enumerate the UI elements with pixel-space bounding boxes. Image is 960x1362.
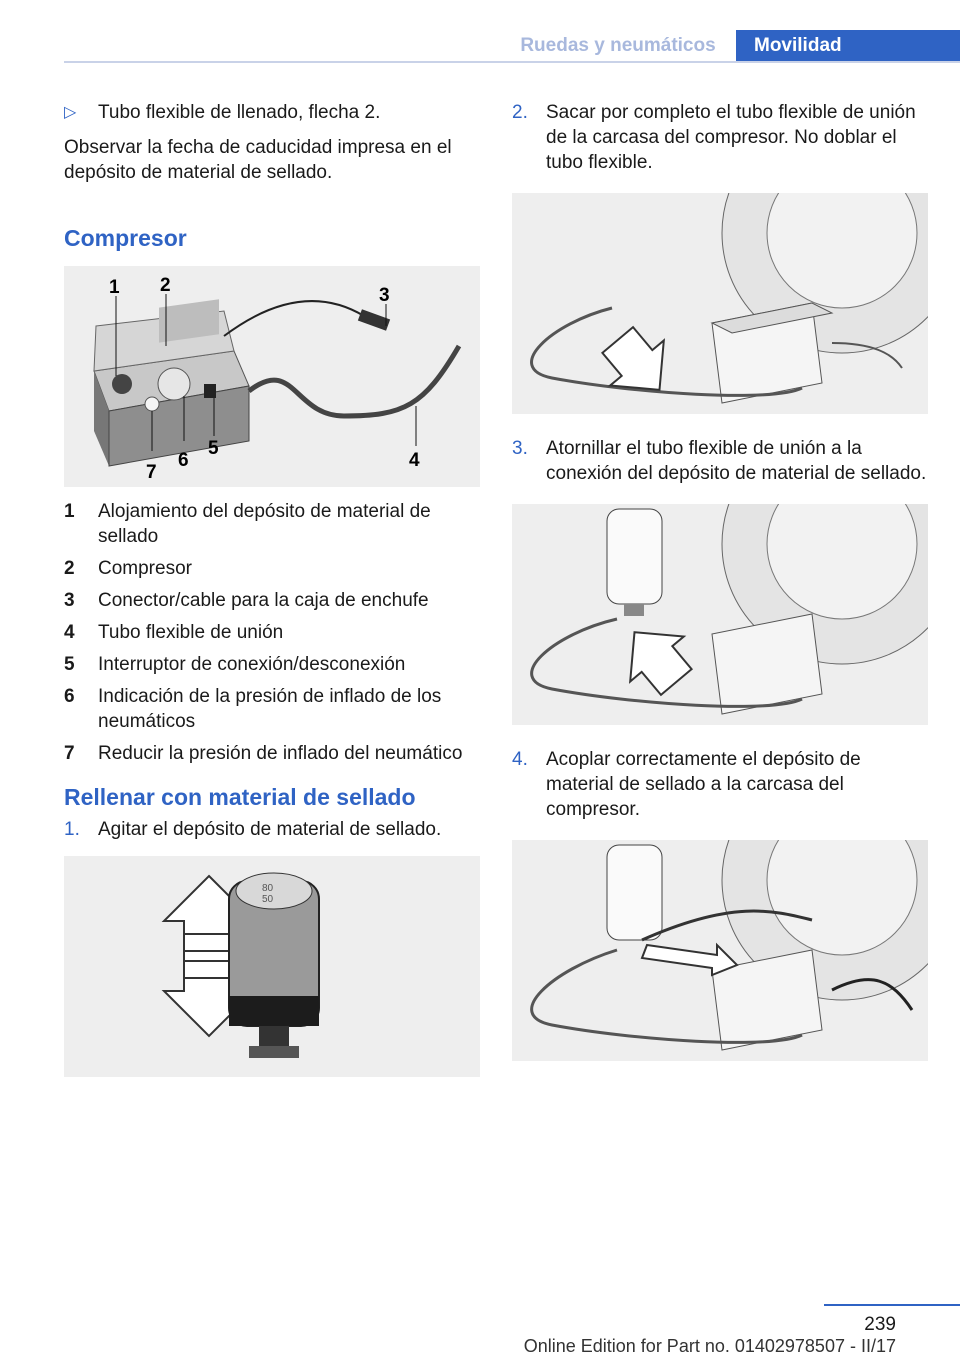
shake-bottle-figure [64, 856, 480, 1077]
callout-4: 4 [409, 450, 420, 471]
step-1: 1. Agitar el depósito de material de sellado. [64, 819, 442, 840]
callout-3: 3 [379, 285, 390, 306]
screw-hose-figure [512, 504, 928, 725]
attach-bottle-figure [512, 840, 928, 1061]
gauge-value-bottom: 50 [262, 894, 274, 905]
dashed-arrow-icon [642, 945, 737, 975]
arrow-icon [608, 610, 703, 705]
fill-heading: Rellenar con material de sellado [64, 784, 416, 810]
compressor-figure [64, 266, 480, 487]
bullet-text: Tubo flexible de llenado, flecha 2. [98, 102, 381, 123]
legend-item: 2 Compresor [64, 558, 192, 579]
callout-7: 7 [146, 462, 157, 483]
note-paragraph: Observar la fecha de caducidad impresa en el depósito de material de sellado. [64, 137, 452, 183]
step-4: 4. Acoplar correctamente el depósito de material de sellado a la carcasa del compresor. [512, 749, 861, 820]
legend-item: 3 Conector/cable para la caja de enchufe [64, 590, 429, 611]
callout-5: 5 [208, 438, 219, 459]
right-column [512, 100, 928, 1061]
triangle-bullet-icon: ▷ [64, 104, 77, 121]
remove-hose-figure [512, 193, 928, 414]
compressor-heading: Compresor [64, 225, 187, 251]
legend-list [64, 499, 480, 766]
callout-2: 2 [160, 275, 171, 296]
legend-item: 6 Indicación de la presión de inflado de los neumáticos [64, 686, 442, 732]
legend-item: 4 Tubo flexible de unión [64, 622, 284, 643]
step-3: 3. Atornillar el tubo flexible de unión a la conexión del depósito de material de sellado. [512, 438, 927, 484]
legend-item: 7 Reducir la presión de inflado del neumático [64, 743, 463, 764]
left-column [64, 100, 480, 1077]
gauge-value-top: 80 [262, 883, 274, 894]
legend-item: 1 Alojamiento del depósito de material de sellado [64, 501, 431, 547]
page-number: 239 [864, 1314, 896, 1335]
step-2: 2. Sacar por completo el tubo flexible de unión de la carcasa del compresor. No doblar el tubo flexible. [512, 102, 916, 173]
legend-item: 5 Interruptor de conexión/desconexión [64, 654, 406, 675]
footer-rule [824, 1304, 960, 1306]
header-rule [64, 61, 960, 63]
callout-1: 1 [109, 277, 120, 298]
bullet-item [64, 100, 480, 125]
header-section: Ruedas y neumáticos [520, 35, 716, 56]
arrow-icon [591, 318, 686, 413]
header-chapter: Movilidad [736, 30, 960, 61]
callout-6: 6 [178, 450, 189, 471]
edition-note: Online Edition for Part no. 01402978507 - II/17 [523, 1336, 896, 1356]
